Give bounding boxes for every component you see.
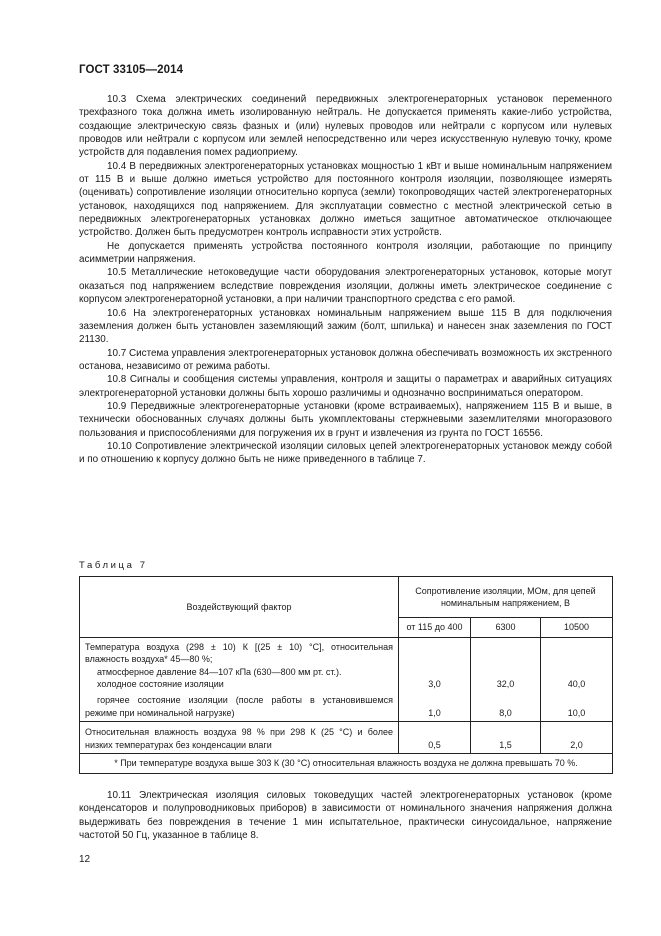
factor-line: атмосферное давление 84—107 кПа (630—800 мм рт. ст.).	[97, 666, 342, 677]
factor-line: Относительная влажность воздуха 98 % при 298 К (25 °С) и более низких температурах без конденсации влаги	[85, 727, 393, 750]
factor-line: холодное состояние изоляции	[97, 679, 224, 690]
header-col-115-400: от 115 до 400	[399, 618, 471, 638]
value-cell: 2,0	[541, 722, 613, 754]
paragraph-10-7: 10.7 Система управления электрогенераторных установок должна обеспечивать возможность их экстренного останова, независимо от режима работы.	[79, 347, 612, 372]
paragraph-10-3: 10.3 Схема электрических соединений передвижных электрогенераторных установок переменного трехфазного тока должна иметь изолированную нейтраль. Не допускается применять какие-либо устройства, создающие электрическую связь фазных и (или) нулевых проводов или нейтрали с корпусом или нулевых проводов или нейтрали с корпусом или землей непосредственно или через искусственную нулевую точку, кроме устройств для подавления помех радиоприему.	[79, 94, 612, 159]
paragraph-10-9: 10.9 Передвижные электрогенераторные установки (кроме встраиваемых), напряжением 115 В и выше, в технически обоснованных случаях должны быть укомплектованы стержневыми заземлителями многоразового пользования и приспособлениями для погружения их в грунт и извлечения из грунта по ГОСТ 16556.	[79, 400, 612, 439]
paragraph-10-4: 10.4 В передвижных электрогенераторных установках мощностью 1 кВт и выше номинальным напряжением от 115 В и выше должно иметься устройство для постоянного контроля изоляции, позволяющее измерять (оценивать) сопротивление изоляции относительно корпуса (земли) токопроводящих частей электрогенераторных установок, находящихся под напряжением. Для эксплуатации совместно с местной электрической сетью в передвижных электрогенераторных установках должно иметься защитное автоматическое отключающее устройство. Должен быть предусмотрен контроль исправности этих устройств.	[79, 160, 612, 239]
paragraph-10-10: 10.10 Сопротивление электрической изоляции силовых цепей электрогенераторных установок между собой и по отношению к корпусу должно быть не ниже приведенного в таблице 7.	[79, 440, 612, 466]
body-text	[79, 93, 612, 467]
table-row	[80, 722, 613, 754]
table-row	[80, 638, 613, 693]
paragraph-10-6: 10.6 На электрогенераторных установках номинальным напряжением выше 115 В для подключения заземления должен быть установлен заземляющий зажим (болт, шпилька) и нанесен знак заземления по ГОСТ 21130.	[79, 307, 612, 346]
value-cell: 8,0	[471, 693, 541, 722]
header-col-10500: 10500	[541, 618, 613, 638]
header-resistance-group: Сопротивление изоляции, МОм, для цепей номинальным напряжением, В	[399, 577, 613, 618]
factor-line: Температура воздуха (298 ± 10) К [(25 ± 10) °С], относительная влажность воздуха* 45—80 %;	[85, 642, 393, 665]
row-factor-cell	[80, 693, 399, 722]
row-factor-cell	[80, 722, 399, 754]
paragraph-10-4-note: Не допускается применять устройства постоянного контроля изоляции, работающие по принципу асимметрии напряжения.	[79, 240, 612, 266]
table-row	[80, 693, 613, 722]
after-table-text	[79, 789, 612, 842]
value-cell: 3,0	[399, 638, 471, 693]
value-cell: 32,0	[471, 638, 541, 693]
value-cell: 40,0	[541, 638, 613, 693]
header-factor: Воздействующий фактор	[80, 577, 399, 638]
factor-line: горячее состояние изоляции (после работы в установившемся режиме при номинальной нагрузке)	[85, 695, 393, 718]
value-cell: 0,5	[399, 722, 471, 754]
value-cell: 10,0	[541, 693, 613, 722]
page-number: 12	[79, 854, 91, 865]
paragraph-10-8: 10.8 Сигналы и сообщения системы управления, контроля и защиты о параметрах и аварийных ситуациях электрогенераторной установки должны быть хорошо различимы и однозначно восприниматься оператором.	[79, 374, 612, 399]
insulation-resistance-table	[79, 576, 613, 774]
table-footnote: * При температуре воздуха выше 303 К (30 °С) относительная влажность воздуха не должна превышать 70 %.	[80, 754, 613, 773]
header-col-6300: 6300	[471, 618, 541, 638]
page-header-title: ГОСТ 33105—2014	[79, 64, 184, 76]
paragraph-10-5: 10.5 Металлические нетоковедущие части оборудования электрогенераторных установок, которые могут оказаться под напряжением вследствие повреждения изоляции, должны иметь электрическое соединение с корпусом электрогенераторной установки, а при наличии транспортного средства с его рамой.	[79, 267, 612, 306]
row-factor-cell	[80, 638, 399, 693]
value-cell: 1,5	[471, 722, 541, 754]
value-cell: 1,0	[399, 693, 471, 722]
paragraph-10-11: 10.11 Электрическая изоляция силовых токоведущих частей электрогенераторных установок (кроме конденсаторов и полупроводниковых приборов) в зависимости от номинального значения напряжения должна выдерживать без повреждения в течение 1 мин испытательное, практически синусоидальное, напряжение частотой 50 Гц, указанное в таблице 8.	[79, 790, 612, 842]
table-footnote-row	[80, 754, 613, 773]
table-caption: Таблица 7	[79, 560, 148, 571]
table-header-row	[80, 577, 613, 618]
